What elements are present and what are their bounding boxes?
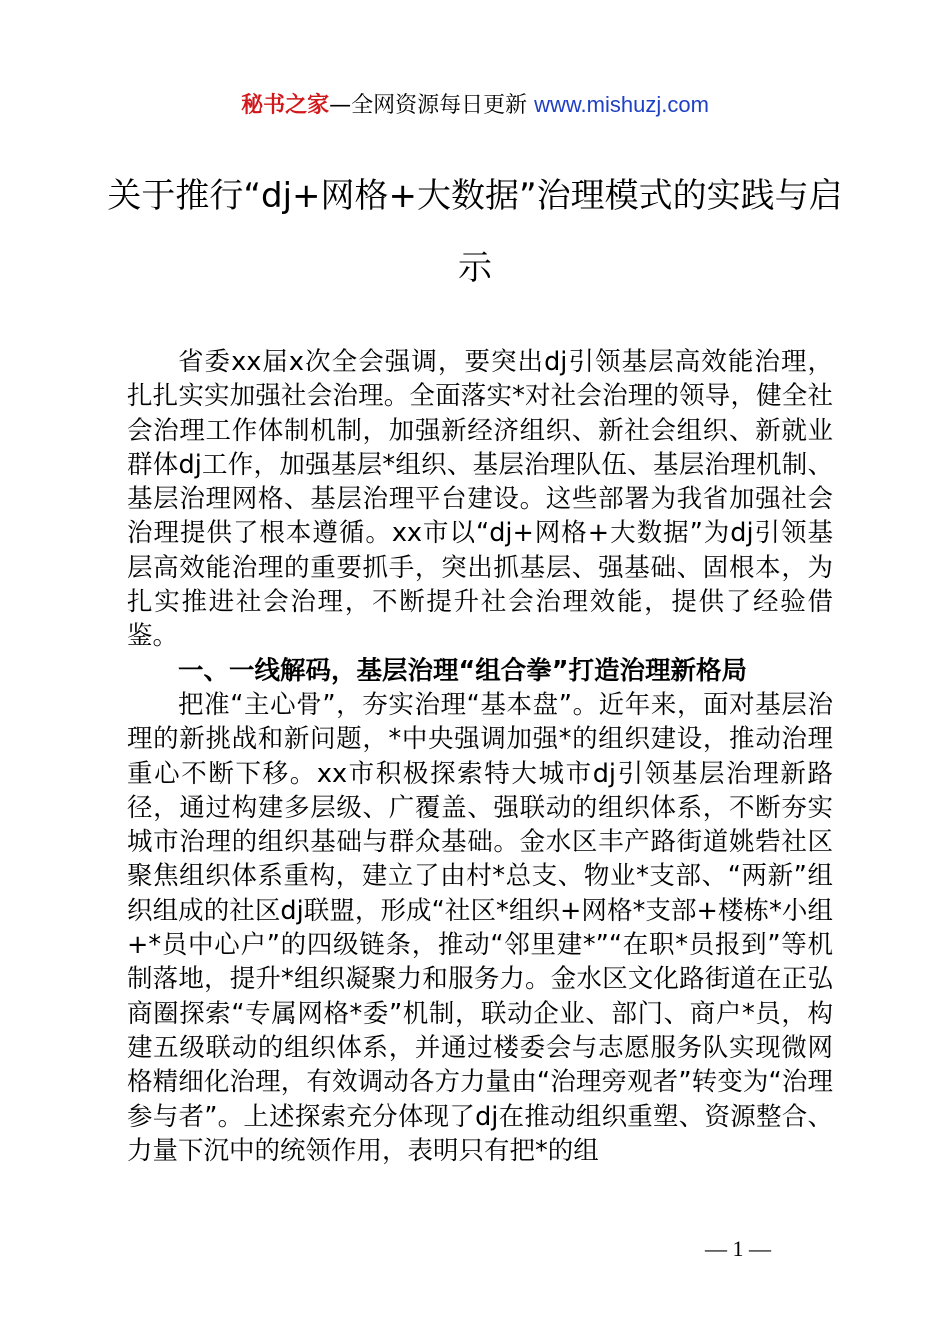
site-header (0, 88, 950, 123)
document-body (127, 345, 833, 1168)
body-paragraph: 省委xx届x次全会强调，要突出dj引领基层高效能治理，扎扎实实加强社会治理。全面落实*对社会治理的领导，健全社会治理工作体制机制，加强新经济组织、新社会组织、新就业群体dj工作，加强基层*组织、基层治理队伍、基层治理机制、基层治理网格、基层治理平台建设。这些部署为我省加强社会治理提供了根本遵循。xx市以“dj+网格+大数据”为dj引领基层高效能治理的重要抓手，突出抓基层、强基础、固根本，为扎实推进社会治理，不断提升社会治理效能，提供了经验借鉴。 (127, 347, 833, 652)
page-number-text: — 1 — (705, 1236, 771, 1261)
section-heading: 一、一线解码，基层治理“组合拳”打造治理新格局 (178, 655, 748, 686)
body-paragraph: 把准“主心骨”，夯实治理“基本盘”。近年来，面对基层治理的新挑战和新问题，*中央强调加强*的组织建设，推动治理重心不断下移。xx市积极探索特大城市dj引领基层治理新路径，通过构建多层级、广覆盖、强联动的组织体系，不断夯实城市治理的组织基础与群众基础。金水区丰产路街道姚砦社区聚焦组织体系重构，建立了由村*总支、物业*支部、“两新”组织组成的社区dj联盟，形成“社区*组织+网格*支部+楼栋*小组+*员中心户”的四级链条，推动“邻里建*”“在职*员报到”等机制落地，提升*组织凝聚力和服务力。金水区文化路街道在正弘商圈探索“专属网格*委”机制，联动企业、部门、商户*员，构建五级联动的组织体系，并通过楼委会与志愿服务队实现微网格精细化治理，有效调动各方力量由“治理旁观者”转变为“治理参与者”。上述探索充分体现了dj在推动组织重塑、资源整合、力量下沉中的统领作用，表明只有把*的组 (127, 689, 833, 1166)
site-slogan: —全网资源每日更新 (329, 93, 528, 118)
document-title: 关于推行“dj+网格+大数据”治理模式的实践与启示 (107, 176, 843, 288)
site-url-link[interactable]: www.mishuzj.com (534, 92, 709, 117)
site-brand: 秘书之家 (241, 93, 330, 118)
